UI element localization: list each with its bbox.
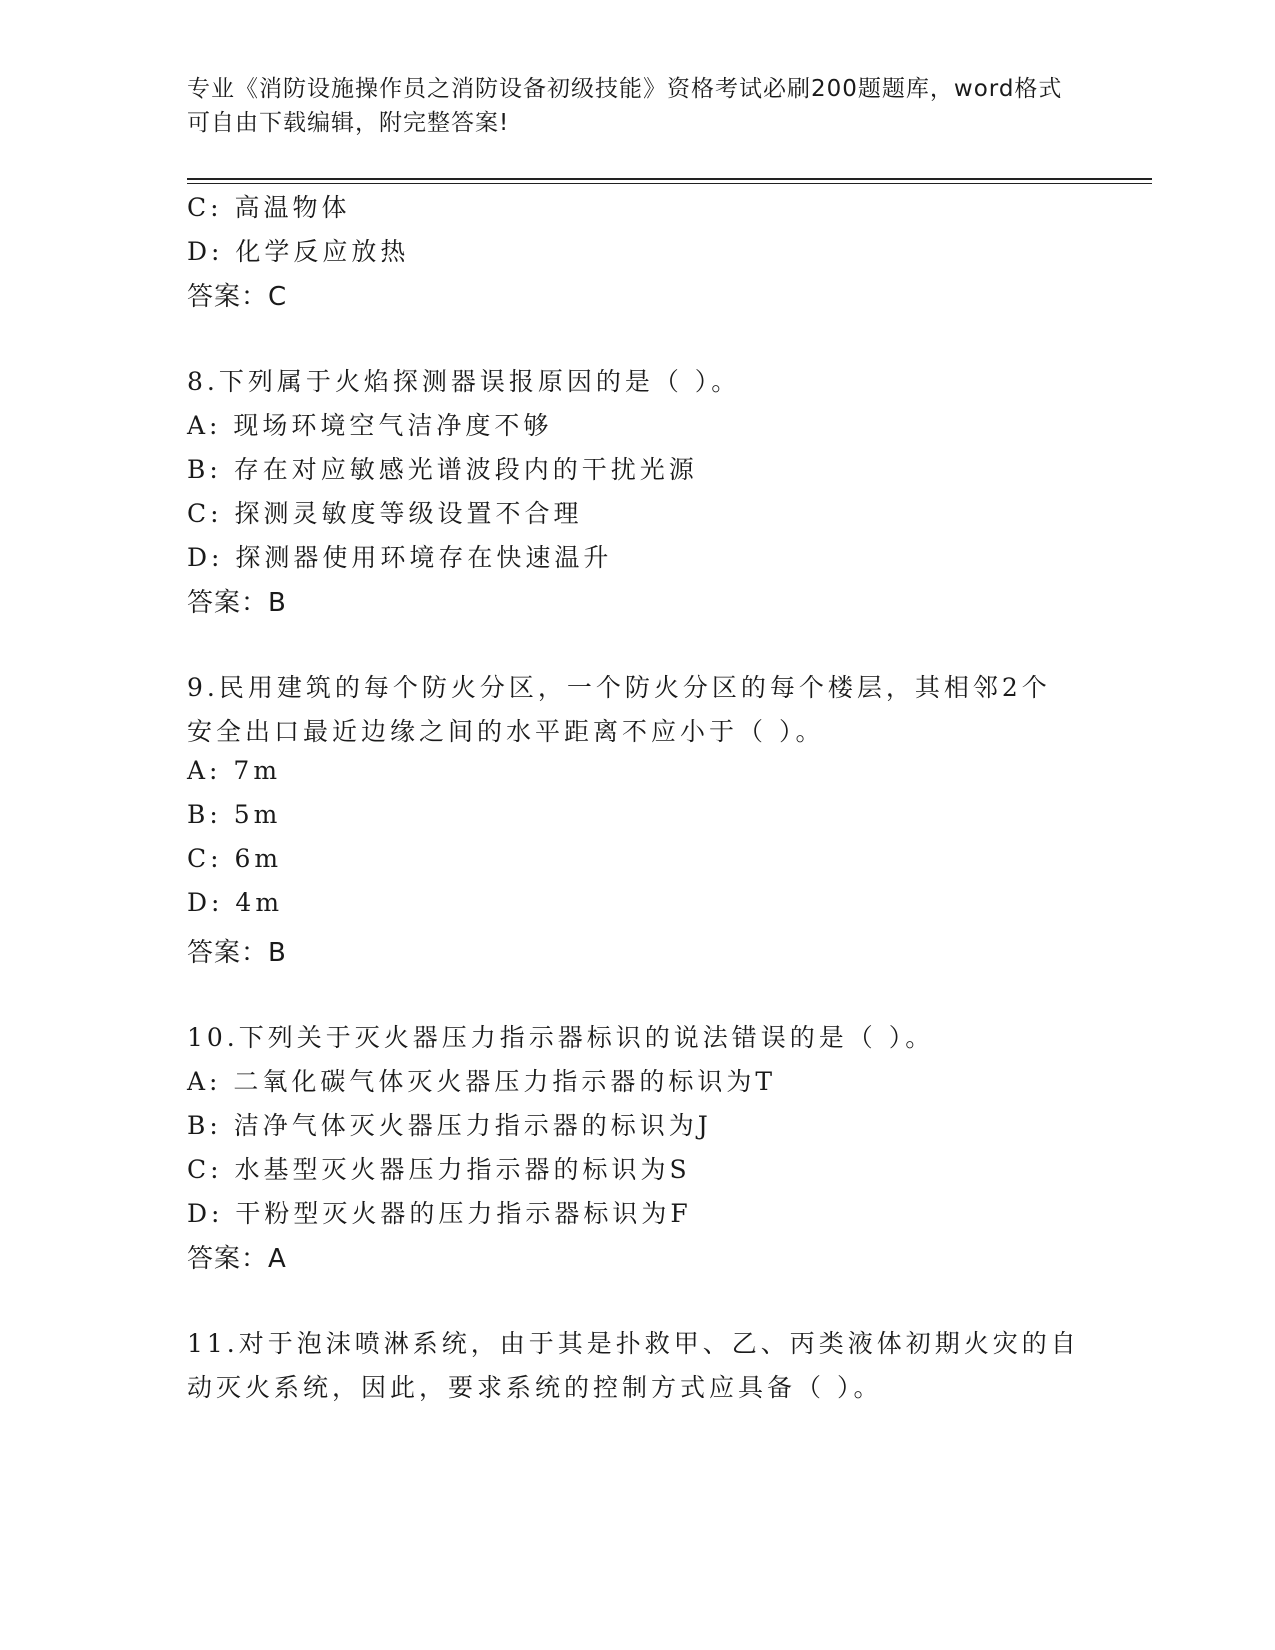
q10-answer: 答案：A	[187, 1244, 287, 1274]
prev-option-c: C: 高温物体	[187, 193, 351, 222]
document-header: 专业《消防设施操作员之消防设备初级技能》资格考试必刷200题题库，word格式可自由下载编辑，附完整答案!	[187, 76, 1063, 136]
q11-stem-line1: 11.对于泡沫喷淋系统，由于其是扑救甲、乙、丙类液体初期火灾的自	[187, 1329, 1080, 1358]
q9-answer: 答案：B	[187, 938, 287, 968]
q9-option-d: D: 4m	[187, 888, 284, 917]
q10-option-c: C: 水基型灭火器压力指示器的标识为S	[187, 1155, 691, 1184]
q8-answer: 答案：B	[187, 588, 287, 618]
q10-option-d: D: 干粉型灭火器的压力指示器标识为F	[187, 1199, 692, 1228]
q9-stem-line2: 安全出口最近边缘之间的水平距离不应小于（ ）。	[187, 717, 825, 746]
q8-option-b: B: 存在对应敏感光谱波段内的干扰光源	[187, 455, 698, 484]
q9-option-b: B: 5m	[187, 800, 282, 829]
q10-option-b: B: 洁净气体灭火器压力指示器的标识为J	[187, 1111, 712, 1140]
q9-option-c: C: 6m	[187, 844, 283, 873]
prev-answer: 答案：C	[187, 282, 288, 312]
q8-stem: 8.下列属于火焰探测器误报原因的是（ ）。	[187, 367, 741, 396]
q10-option-a: A: 二氧化碳气体灭火器压力指示器的标识为T	[187, 1067, 777, 1096]
q8-option-a: A: 现场环境空气洁净度不够	[187, 411, 553, 440]
header-divider-thick	[187, 178, 1152, 180]
prev-option-d: D: 化学反应放热	[187, 237, 410, 266]
q9-stem-line1: 9.民用建筑的每个防火分区，一个防火分区的每个楼层，其相邻2个	[187, 673, 1051, 702]
header-divider-thin	[187, 183, 1152, 184]
q9-option-a: A: 7m	[187, 756, 282, 785]
q8-option-d: D: 探测器使用环境存在快速温升	[187, 543, 613, 572]
q8-option-c: C: 探测灵敏度等级设置不合理	[187, 499, 583, 528]
q10-stem: 10.下列关于灭火器压力指示器标识的说法错误的是（ ）。	[187, 1023, 935, 1052]
q11-stem-line2: 动灭火系统，因此，要求系统的控制方式应具备（ ）。	[187, 1373, 883, 1402]
